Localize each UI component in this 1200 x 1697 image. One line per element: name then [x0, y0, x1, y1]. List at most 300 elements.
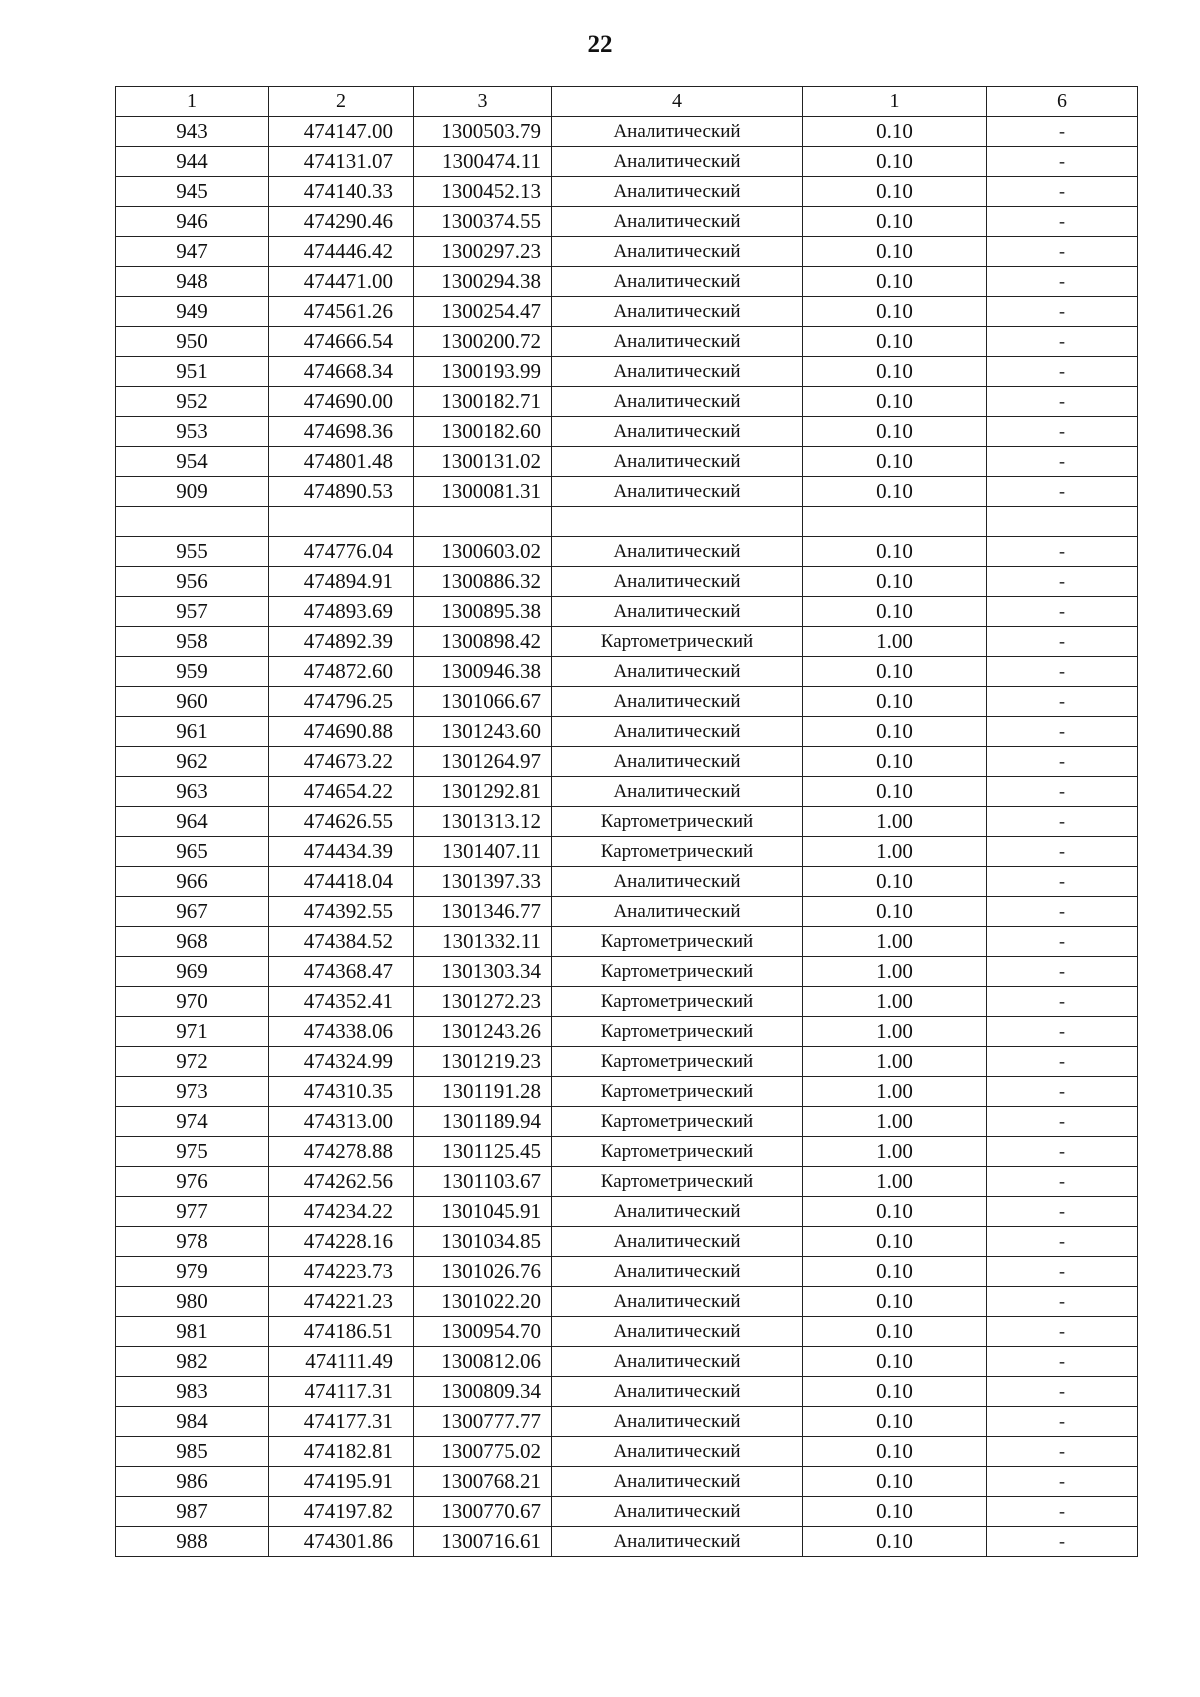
method-cell: Аналитический [552, 387, 803, 417]
description-cell: - [987, 1197, 1138, 1227]
table-row [116, 627, 1138, 657]
point-number-cell: 978 [116, 1227, 269, 1257]
method-cell: Аналитический [552, 297, 803, 327]
accuracy-cell: 0.10 [803, 267, 987, 297]
table-row [116, 1497, 1138, 1527]
y-coordinate-cell: 1301313.12 [414, 807, 552, 837]
accuracy-cell: 0.10 [803, 867, 987, 897]
accuracy-cell: 0.10 [803, 1377, 987, 1407]
description-cell: - [987, 1467, 1138, 1497]
x-coordinate-cell: 474698.36 [269, 417, 414, 447]
description-cell: - [987, 837, 1138, 867]
method-cell: Аналитический [552, 597, 803, 627]
method-cell: Картометрический [552, 1017, 803, 1047]
table-row [116, 417, 1138, 447]
x-coordinate-cell: 474434.39 [269, 837, 414, 867]
y-coordinate-cell: 1301407.11 [414, 837, 552, 867]
method-cell: Аналитический [552, 1347, 803, 1377]
x-coordinate-cell: 474195.91 [269, 1467, 414, 1497]
point-number-cell: 951 [116, 357, 269, 387]
y-coordinate-cell: 1300374.55 [414, 207, 552, 237]
table-row [116, 927, 1138, 957]
x-coordinate-cell: 474228.16 [269, 1227, 414, 1257]
description-cell: - [987, 1017, 1138, 1047]
method-cell: Картометрический [552, 987, 803, 1017]
point-number-cell: 954 [116, 447, 269, 477]
x-coordinate-cell [269, 507, 414, 537]
accuracy-cell: 0.10 [803, 447, 987, 477]
description-cell: - [987, 627, 1138, 657]
table-row [116, 207, 1138, 237]
x-coordinate-cell: 474221.23 [269, 1287, 414, 1317]
y-coordinate-cell: 1300946.38 [414, 657, 552, 687]
point-number-cell: 969 [116, 957, 269, 987]
description-cell: - [987, 657, 1138, 687]
accuracy-cell: 0.10 [803, 1437, 987, 1467]
method-cell: Аналитический [552, 177, 803, 207]
method-cell: Картометрический [552, 837, 803, 867]
x-coordinate-cell: 474313.00 [269, 1107, 414, 1137]
table-row [116, 1227, 1138, 1257]
method-cell: Картометрический [552, 1107, 803, 1137]
accuracy-cell [803, 507, 987, 537]
description-cell: - [987, 537, 1138, 567]
x-coordinate-cell: 474872.60 [269, 657, 414, 687]
table-row [116, 1347, 1138, 1377]
y-coordinate-cell: 1301272.23 [414, 987, 552, 1017]
method-cell: Аналитический [552, 717, 803, 747]
method-cell: Картометрический [552, 927, 803, 957]
table-row [116, 567, 1138, 597]
accuracy-cell: 0.10 [803, 747, 987, 777]
y-coordinate-cell: 1300775.02 [414, 1437, 552, 1467]
table-row [116, 1377, 1138, 1407]
point-number-cell: 952 [116, 387, 269, 417]
y-coordinate-cell: 1300182.71 [414, 387, 552, 417]
header-cell-x: 2 [269, 87, 414, 117]
description-cell: - [987, 777, 1138, 807]
point-number-cell: 965 [116, 837, 269, 867]
table-row [116, 747, 1138, 777]
x-coordinate-cell: 474654.22 [269, 777, 414, 807]
table-row [116, 477, 1138, 507]
x-coordinate-cell: 474324.99 [269, 1047, 414, 1077]
description-cell: - [987, 147, 1138, 177]
y-coordinate-cell: 1300193.99 [414, 357, 552, 387]
point-number-cell: 976 [116, 1167, 269, 1197]
description-cell: - [987, 927, 1138, 957]
x-coordinate-cell: 474186.51 [269, 1317, 414, 1347]
point-number-cell [116, 507, 269, 537]
accuracy-cell: 0.10 [803, 147, 987, 177]
y-coordinate-cell: 1301346.77 [414, 897, 552, 927]
table-row [116, 117, 1138, 147]
y-coordinate-cell: 1300294.38 [414, 267, 552, 297]
table-row [116, 837, 1138, 867]
x-coordinate-cell: 474471.00 [269, 267, 414, 297]
table-row [116, 957, 1138, 987]
table-row [116, 867, 1138, 897]
y-coordinate-cell: 1300777.77 [414, 1407, 552, 1437]
accuracy-cell: 0.10 [803, 567, 987, 597]
y-coordinate-cell: 1301022.20 [414, 1287, 552, 1317]
table-row [116, 537, 1138, 567]
table-row [116, 1077, 1138, 1107]
table-row [116, 657, 1138, 687]
description-cell: - [987, 1047, 1138, 1077]
point-number-cell: 944 [116, 147, 269, 177]
description-cell: - [987, 1347, 1138, 1377]
method-cell: Картометрический [552, 1077, 803, 1107]
table-row [116, 687, 1138, 717]
point-number-cell: 980 [116, 1287, 269, 1317]
description-cell: - [987, 597, 1138, 627]
x-coordinate-cell: 474893.69 [269, 597, 414, 627]
y-coordinate-cell: 1301125.45 [414, 1137, 552, 1167]
y-coordinate-cell: 1300716.61 [414, 1527, 552, 1557]
description-cell: - [987, 567, 1138, 597]
y-coordinate-cell [414, 507, 552, 537]
point-number-cell: 909 [116, 477, 269, 507]
description-cell: - [987, 177, 1138, 207]
description-cell: - [987, 867, 1138, 897]
coordinates-table [115, 86, 1138, 1557]
method-cell [552, 507, 803, 537]
description-cell: - [987, 117, 1138, 147]
accuracy-cell: 0.10 [803, 537, 987, 567]
accuracy-cell: 1.00 [803, 807, 987, 837]
accuracy-cell: 1.00 [803, 1107, 987, 1137]
point-number-cell: 946 [116, 207, 269, 237]
description-cell: - [987, 267, 1138, 297]
table-row [116, 147, 1138, 177]
accuracy-cell: 0.10 [803, 657, 987, 687]
description-cell: - [987, 327, 1138, 357]
header-cell-accuracy: 1 [803, 87, 987, 117]
x-coordinate-cell: 474278.88 [269, 1137, 414, 1167]
page-number: 22 [587, 31, 613, 58]
table-row [116, 987, 1138, 1017]
point-number-cell: 971 [116, 1017, 269, 1047]
point-number-cell: 950 [116, 327, 269, 357]
y-coordinate-cell: 1300200.72 [414, 327, 552, 357]
point-number-cell: 959 [116, 657, 269, 687]
accuracy-cell: 0.10 [803, 297, 987, 327]
point-number-cell: 943 [116, 117, 269, 147]
x-coordinate-cell: 474892.39 [269, 627, 414, 657]
table-row [116, 237, 1138, 267]
y-coordinate-cell: 1300954.70 [414, 1317, 552, 1347]
x-coordinate-cell: 474182.81 [269, 1437, 414, 1467]
table-row [116, 717, 1138, 747]
method-cell: Аналитический [552, 1197, 803, 1227]
x-coordinate-cell: 474338.06 [269, 1017, 414, 1047]
header-cell-y: 3 [414, 87, 552, 117]
table-row [116, 1317, 1138, 1347]
y-coordinate-cell: 1301191.28 [414, 1077, 552, 1107]
point-number-cell: 983 [116, 1377, 269, 1407]
table-row [116, 1047, 1138, 1077]
accuracy-cell: 0.10 [803, 717, 987, 747]
y-coordinate-cell: 1301066.67 [414, 687, 552, 717]
x-coordinate-cell: 474147.00 [269, 117, 414, 147]
accuracy-cell: 0.10 [803, 1407, 987, 1437]
method-cell: Аналитический [552, 237, 803, 267]
x-coordinate-cell: 474446.42 [269, 237, 414, 267]
method-cell: Аналитический [552, 537, 803, 567]
description-cell: - [987, 1527, 1138, 1557]
header-cell-method: 4 [552, 87, 803, 117]
point-number-cell: 966 [116, 867, 269, 897]
table-row [116, 1197, 1138, 1227]
accuracy-cell: 0.10 [803, 597, 987, 627]
point-number-cell: 953 [116, 417, 269, 447]
accuracy-cell: 1.00 [803, 627, 987, 657]
x-coordinate-cell: 474111.49 [269, 1347, 414, 1377]
y-coordinate-cell: 1301303.34 [414, 957, 552, 987]
description-cell: - [987, 417, 1138, 447]
table-row [116, 1107, 1138, 1137]
method-cell: Аналитический [552, 777, 803, 807]
y-coordinate-cell: 1301243.60 [414, 717, 552, 747]
y-coordinate-cell: 1300081.31 [414, 477, 552, 507]
x-coordinate-cell: 474392.55 [269, 897, 414, 927]
method-cell: Аналитический [552, 267, 803, 297]
y-coordinate-cell: 1300898.42 [414, 627, 552, 657]
method-cell: Аналитический [552, 1257, 803, 1287]
x-coordinate-cell: 474262.56 [269, 1167, 414, 1197]
accuracy-cell: 1.00 [803, 1077, 987, 1107]
method-cell: Картометрический [552, 957, 803, 987]
method-cell: Аналитический [552, 327, 803, 357]
y-coordinate-cell: 1301292.81 [414, 777, 552, 807]
x-coordinate-cell: 474690.88 [269, 717, 414, 747]
description-cell [987, 507, 1138, 537]
point-number-cell: 945 [116, 177, 269, 207]
y-coordinate-cell: 1300768.21 [414, 1467, 552, 1497]
accuracy-cell: 1.00 [803, 1137, 987, 1167]
x-coordinate-cell: 474776.04 [269, 537, 414, 567]
method-cell: Картометрический [552, 807, 803, 837]
method-cell: Аналитический [552, 207, 803, 237]
table-row [116, 1407, 1138, 1437]
point-number-cell: 972 [116, 1047, 269, 1077]
method-cell: Аналитический [552, 1467, 803, 1497]
table-row [116, 1257, 1138, 1287]
x-coordinate-cell: 474140.33 [269, 177, 414, 207]
table-header [116, 87, 1138, 117]
method-cell: Аналитический [552, 867, 803, 897]
table-row-separator [116, 507, 1138, 537]
accuracy-cell: 0.10 [803, 327, 987, 357]
method-cell: Аналитический [552, 477, 803, 507]
accuracy-cell: 0.10 [803, 387, 987, 417]
point-number-cell: 964 [116, 807, 269, 837]
table-row [116, 267, 1138, 297]
method-cell: Картометрический [552, 627, 803, 657]
description-cell: - [987, 1107, 1138, 1137]
point-number-cell: 956 [116, 567, 269, 597]
point-number-cell: 985 [116, 1437, 269, 1467]
y-coordinate-cell: 1300297.23 [414, 237, 552, 267]
method-cell: Аналитический [552, 657, 803, 687]
x-coordinate-cell: 474796.25 [269, 687, 414, 717]
x-coordinate-cell: 474561.26 [269, 297, 414, 327]
x-coordinate-cell: 474890.53 [269, 477, 414, 507]
method-cell: Аналитический [552, 567, 803, 597]
header-cell-description: 6 [987, 87, 1138, 117]
y-coordinate-cell: 1300182.60 [414, 417, 552, 447]
table-row [116, 1167, 1138, 1197]
y-coordinate-cell: 1300770.67 [414, 1497, 552, 1527]
accuracy-cell: 0.10 [803, 237, 987, 267]
y-coordinate-cell: 1300809.34 [414, 1377, 552, 1407]
y-coordinate-cell: 1300886.32 [414, 567, 552, 597]
accuracy-cell: 1.00 [803, 987, 987, 1017]
accuracy-cell: 0.10 [803, 357, 987, 387]
y-coordinate-cell: 1300452.13 [414, 177, 552, 207]
x-coordinate-cell: 474131.07 [269, 147, 414, 177]
description-cell: - [987, 1317, 1138, 1347]
point-number-cell: 974 [116, 1107, 269, 1137]
point-number-cell: 947 [116, 237, 269, 267]
method-cell: Картометрический [552, 1167, 803, 1197]
table-row [116, 1017, 1138, 1047]
point-number-cell: 967 [116, 897, 269, 927]
accuracy-cell: 0.10 [803, 1287, 987, 1317]
description-cell: - [987, 1257, 1138, 1287]
point-number-cell: 981 [116, 1317, 269, 1347]
x-coordinate-cell: 474197.82 [269, 1497, 414, 1527]
header-row [116, 87, 1138, 117]
y-coordinate-cell: 1301332.11 [414, 927, 552, 957]
description-cell: - [987, 1137, 1138, 1167]
table-row [116, 1527, 1138, 1557]
point-number-cell: 949 [116, 297, 269, 327]
y-coordinate-cell: 1301045.91 [414, 1197, 552, 1227]
description-cell: - [987, 1287, 1138, 1317]
x-coordinate-cell: 474234.22 [269, 1197, 414, 1227]
y-coordinate-cell: 1301264.97 [414, 747, 552, 777]
accuracy-cell: 1.00 [803, 927, 987, 957]
y-coordinate-cell: 1301103.67 [414, 1167, 552, 1197]
point-number-cell: 962 [116, 747, 269, 777]
point-number-cell: 970 [116, 987, 269, 1017]
description-cell: - [987, 1077, 1138, 1107]
x-coordinate-cell: 474352.41 [269, 987, 414, 1017]
description-cell: - [987, 237, 1138, 267]
x-coordinate-cell: 474384.52 [269, 927, 414, 957]
accuracy-cell: 0.10 [803, 117, 987, 147]
description-cell: - [987, 717, 1138, 747]
table-row [116, 597, 1138, 627]
table-row [116, 327, 1138, 357]
accuracy-cell: 1.00 [803, 1017, 987, 1047]
x-coordinate-cell: 474290.46 [269, 207, 414, 237]
point-number-cell: 988 [116, 1527, 269, 1557]
y-coordinate-cell: 1300474.11 [414, 147, 552, 177]
accuracy-cell: 0.10 [803, 177, 987, 207]
accuracy-cell: 1.00 [803, 837, 987, 867]
y-coordinate-cell: 1301397.33 [414, 867, 552, 897]
accuracy-cell: 1.00 [803, 957, 987, 987]
x-coordinate-cell: 474418.04 [269, 867, 414, 897]
description-cell: - [987, 1407, 1138, 1437]
description-cell: - [987, 1377, 1138, 1407]
accuracy-cell: 0.10 [803, 207, 987, 237]
description-cell: - [987, 387, 1138, 417]
method-cell: Аналитический [552, 417, 803, 447]
accuracy-cell: 0.10 [803, 777, 987, 807]
method-cell: Аналитический [552, 357, 803, 387]
y-coordinate-cell: 1300503.79 [414, 117, 552, 147]
table-row [116, 1437, 1138, 1467]
accuracy-cell: 0.10 [803, 897, 987, 927]
table-row [116, 1467, 1138, 1497]
method-cell: Аналитический [552, 897, 803, 927]
description-cell: - [987, 807, 1138, 837]
table-row [116, 177, 1138, 207]
description-cell: - [987, 297, 1138, 327]
accuracy-cell: 1.00 [803, 1167, 987, 1197]
table-row [116, 297, 1138, 327]
table-row [116, 357, 1138, 387]
y-coordinate-cell: 1300895.38 [414, 597, 552, 627]
y-coordinate-cell: 1301026.76 [414, 1257, 552, 1287]
description-cell: - [987, 1437, 1138, 1467]
accuracy-cell: 0.10 [803, 1347, 987, 1377]
method-cell: Картометрический [552, 1047, 803, 1077]
accuracy-cell: 0.10 [803, 477, 987, 507]
table-row [116, 897, 1138, 927]
table-body [116, 117, 1138, 1557]
point-number-cell: 968 [116, 927, 269, 957]
point-number-cell: 987 [116, 1497, 269, 1527]
point-number-cell: 961 [116, 717, 269, 747]
accuracy-cell: 0.10 [803, 1497, 987, 1527]
method-cell: Аналитический [552, 1437, 803, 1467]
accuracy-cell: 0.10 [803, 417, 987, 447]
accuracy-cell: 0.10 [803, 1257, 987, 1287]
description-cell: - [987, 447, 1138, 477]
method-cell: Аналитический [552, 1527, 803, 1557]
x-coordinate-cell: 474223.73 [269, 1257, 414, 1287]
point-number-cell: 986 [116, 1467, 269, 1497]
description-cell: - [987, 477, 1138, 507]
y-coordinate-cell: 1300131.02 [414, 447, 552, 477]
method-cell: Аналитический [552, 1407, 803, 1437]
description-cell: - [987, 957, 1138, 987]
x-coordinate-cell: 474368.47 [269, 957, 414, 987]
point-number-cell: 957 [116, 597, 269, 627]
table-row [116, 807, 1138, 837]
point-number-cell: 963 [116, 777, 269, 807]
x-coordinate-cell: 474668.34 [269, 357, 414, 387]
point-number-cell: 948 [116, 267, 269, 297]
method-cell: Аналитический [552, 147, 803, 177]
accuracy-cell: 0.10 [803, 1527, 987, 1557]
table-row [116, 447, 1138, 477]
x-coordinate-cell: 474117.31 [269, 1377, 414, 1407]
description-cell: - [987, 987, 1138, 1017]
x-coordinate-cell: 474626.55 [269, 807, 414, 837]
accuracy-cell: 0.10 [803, 1197, 987, 1227]
point-number-cell: 977 [116, 1197, 269, 1227]
point-number-cell: 973 [116, 1077, 269, 1107]
x-coordinate-cell: 474177.31 [269, 1407, 414, 1437]
point-number-cell: 975 [116, 1137, 269, 1167]
accuracy-cell: 1.00 [803, 1047, 987, 1077]
